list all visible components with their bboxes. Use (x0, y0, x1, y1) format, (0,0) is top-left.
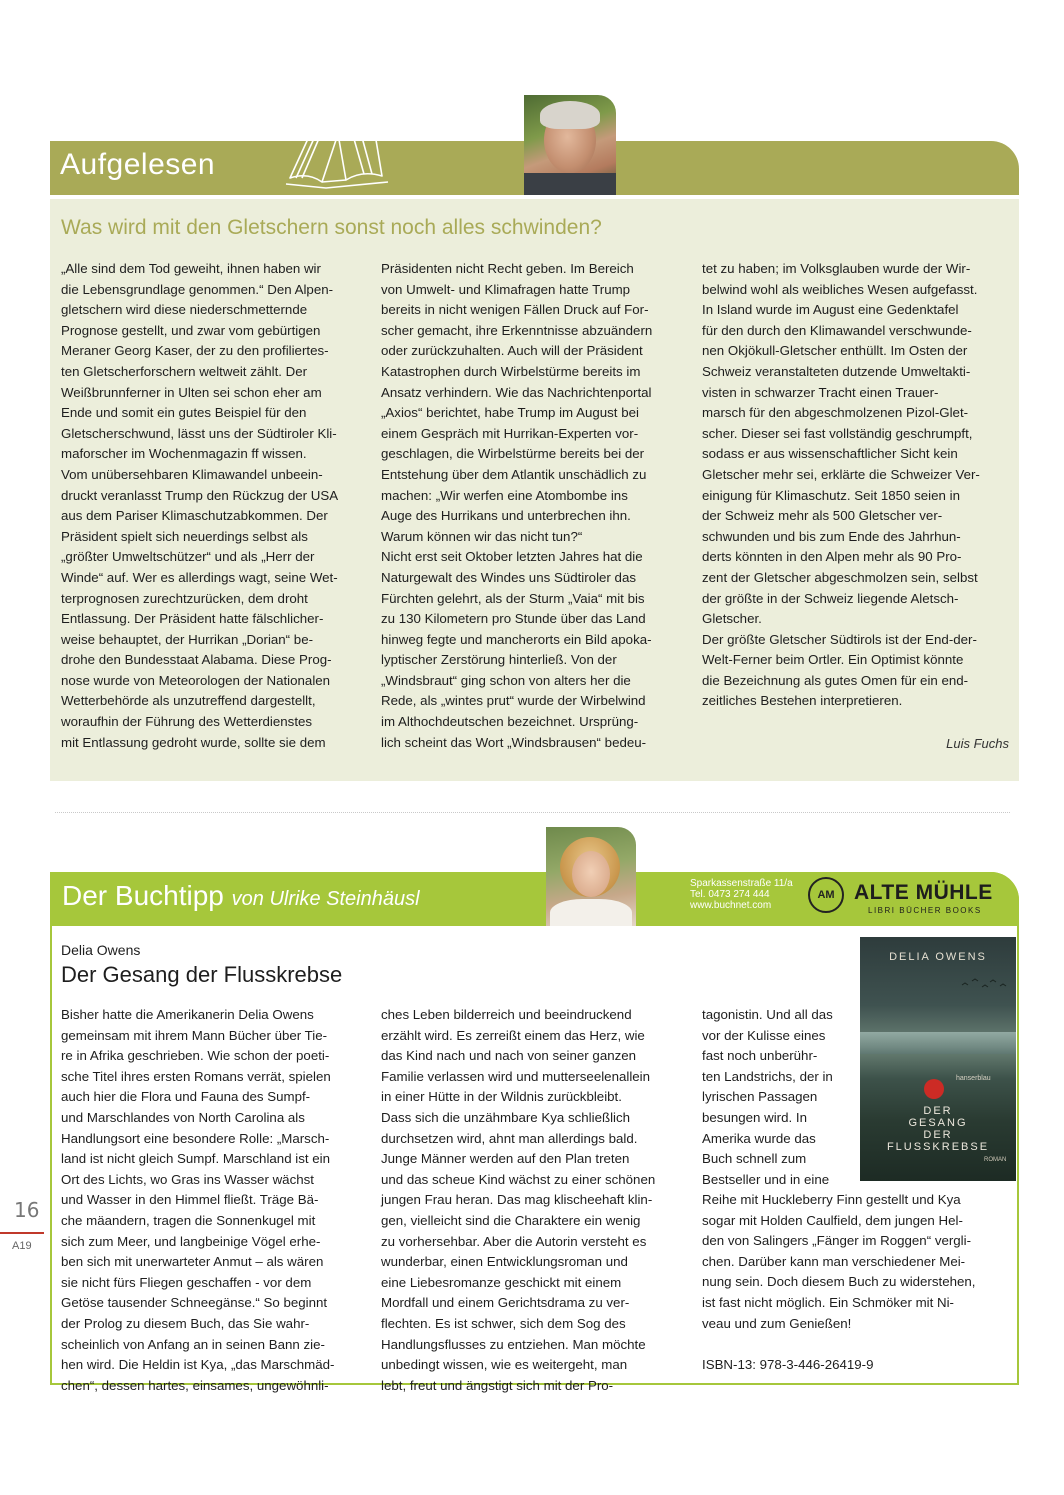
reviewer-photo (546, 827, 636, 926)
article-column-2: Präsidenten nicht Recht geben. Im Bereich von Umwelt- und Klimafragen hatte Trump bereits in nicht wenigen Fällen Druck auf For- scher gemacht, ihre Erkenntnisse abzuändern oder zurückzuhalten. Auch will der Präsident Katastrophen durch Wirbelstürme bereits im Ansatz verhindern. Wie das Nachrichtenportal „Axios“ berichtet, habe Trump im August bei einem Gespräch mit Hurrikan-Experten vor- geschlagen, die Wirbelstürme bereits bei der Entstehung über dem Atlantik unschädlich zu machen: „Wir werfen eine Atombombe ins Auge des Hurrikans und unterbrechen ihn. Warum können wir das nicht tun?“ Nicht erst seit Oktober letzten Jahres hat die Naturgewalt des Windes uns Südtiroler das Fürchten gelehrt, als der Sturm „Vaia“ mit bis zu 130 Kilometern pro Stunde über das Land hinweg fegte und mancherorts ein Bild apoka- lyptischer Zerstörung hinterließ. Von der „Windsbraut“ ging schon von alters her die Rede, als „wintes prut“ wurde der Wirbelwind im Althochdeutschen bezeichnet. Ursprüng- lich scheint das Wort „Windsbrausen“ bedeu- (381, 261, 653, 750)
buchtipp-title (62, 880, 420, 912)
review-column-1: Bisher hatte die Amerikanerin Delia Owens gemeinsam mit ihrem Mann Bücher über Tie- re in Afrika geschrieben. Wie schon der poeti- sche Titel ihres ersten Romans verrät, spielen auch hier die Flora und Fauna des Sumpf- und Marschlandes von North Carolina als Handlungsort eine besondere Rolle: „Marsch- land ist nicht gleich Sumpf. Marschland ist ein Ort des Lichts, wo Gras ins Wasser wächst und Wasser in den Himmel fließt. Träge Bä- che mäandern, tragen die Sonnenkugel mit sich zum Meer, und langbeinige Vögel erhe- ben sich mit unerwarteter Anmut – als wären sie nicht fürs Fliegen geschaffen - vor dem Getöse tausender Schneegänse.“ So beginnt der Prolog zu diesem Buch, das Sie wahr- scheinlich von Anfang an in seinen Bann zie- hen wird. Die Heldin ist Kya, „das Marschmäd- chen“, dessen hartes, einsames, ungewöhnli- (61, 1007, 335, 1393)
shop-logo-name: ALTE MÜHLE (854, 881, 993, 904)
review-column-3-bottom: Reihe mit Huckleberry Finn gestellt und Kya sogar mit Holden Caulfield, dem jungen Hel- den von Salingers „Fänger im Roggen“ vergli- chen. Darüber kann man verschiedener Mei- nung sein. Doch diesem Buch zu widerstehen, ist fast nicht möglich. Ein Schmöker mit Ni- veau und zum Genießen! (702, 1192, 976, 1331)
article-column-1: „Alle sind dem Tod geweiht, ihnen haben wir die Lebensgrundlage genommen.“ Den Alpen- gletschern wird diese niederschmetternde Prognose gestellt, und zwar vom gebürtigen Meraner Georg Kaser, der zu den profiliertes- ten Gletscherforschern weltweit zählt. Der Weißbrunnferner in Ulten sei schon eher am Ende und somit ein gutes Beispiel für den Gletscherschwund, lässt uns der Südtiroler Kli- maforscher im Wochenmagazin ff wissen. Vom unübersehbaren Klimawandel unbeein- druckt veranlasst Trump den Rückzug der USA aus dem Pariser Klimaschutzabkommen. Der Präsident spielt sich neuerdings selbst als „größter Umweltschützer“ und als „Herr der Winde“ auf. Wer es allerdings wagt, seine Wet- terprognosen zurechtzurücken, dem droht Entlassung. Der Präsident hatte fälschlicher- weise behauptet, der Hurrikan „Dorian“ be- drohe den Bundesstaat Alabama. Diese Prog- nose wurde von Meteorologen der Nationalen Wetterbehörde als unzutreffend dargestellt, woraufhin der Führung des Wetterdienstes mit Entlassung gedroht wurde, sollte sie dem (61, 261, 339, 750)
review-column-2: ches Leben bilderreich und beeindruckend erzählt wird. Es zerreißt einem das Herz, wie das Kind nach und nach von seiner ganzen Familie verlassen wird und mutterseelenallein in einer Hütte in der Wildnis zurückbleibt. Dass sich die unzähmbare Kya schließlich durchsetzen wird, ahnt man allerdings bald. Junge Männer werden auf den Plan treten und das scheue Kind wächst zu einer schönen jungen Frau heran. Das mag klischeehaft klin- gen, vielleicht sind die Charaktere ein wenig zu vorhersehbar. Aber die Autorin versteht es wunderbar, einen Entwicklungsroman und eine Liebesromanze geschickt mit einem Mordfall und einem Gerichtsdrama zu ver- flechten. Es ist schwer, sich dem Sog des Handlungsflusses zu entziehen. Man möchte unbedingt wissen, wie es weitergeht, man lebt, freut und ängstigt sich mit der Pro- (381, 1007, 656, 1393)
buchtipp-title-text: Der Buchtipp (62, 880, 224, 911)
cover-author: DELIA OWENS (889, 951, 987, 963)
page-number: 16 (14, 1198, 40, 1222)
cover-title-line-3: DER (923, 1129, 953, 1141)
article-headline: Was wird mit den Gletschern sonst noch alles schwinden? (61, 216, 602, 239)
bestseller-badge-icon (924, 1079, 944, 1099)
shop-address: Sparkassenstraße 11/a (690, 878, 793, 889)
shop-logo-icon: AM (808, 877, 844, 913)
bookshop-contact (690, 878, 793, 911)
book-cover (860, 937, 1016, 1181)
author-photo (524, 95, 616, 195)
birds-icon (960, 977, 1010, 997)
shop-phone: Tel. 0473 274 444 (690, 889, 770, 900)
shop-logo-subtitle: LIBRI BÜCHER BOOKS (868, 906, 982, 915)
cover-title-line-4: FLUSSKREBSE (886, 1141, 990, 1153)
open-book-icon (282, 118, 392, 190)
buchtipp-byline: von Ulrike Steinhäusl (231, 888, 420, 910)
cover-title-line-1: DER (923, 1105, 953, 1117)
cover-publisher: hanserblau (956, 1075, 991, 1082)
cover-title-line-2: GESANG (908, 1117, 968, 1129)
section-title: Aufgelesen (60, 148, 216, 181)
review-column-3-top: tagonistin. Und all das vor der Kulisse eines fast noch unberühr- ten Landstrichs, der in lyrischen Passagen besungen wird. In Amerika wurde das Buch schnell zum Bestseller und in eine (702, 1007, 833, 1187)
shop-website: www.buchnet.com (690, 900, 772, 911)
book-author: Delia Owens (61, 942, 141, 958)
section-divider (55, 812, 1010, 813)
page-number-rule (0, 1232, 44, 1234)
cover-genre: ROMAN (984, 1157, 1007, 1163)
page-code: A19 (12, 1240, 32, 1252)
book-isbn: ISBN-13: 978-3-446-26419-9 (702, 1357, 874, 1372)
article-signature: Luis Fuchs (946, 736, 1009, 751)
book-title: Der Gesang der Flusskrebse (61, 962, 343, 987)
article-column-3: tet zu haben; im Volksglauben wurde der Wir- belwind wohl als weibliches Wesen aufgefasst. In Island wurde im August eine Gedenktafel für den durch den Klimawandel verschwunde- nen Okjökull-Gletscher enthüllt. Im Osten der Schweiz veranstalteten dutzende Umweltakti- visten in schwarzer Tracht einen Trauer- marsch für den abgeschmolzenen Pizol-Glet- scher. Dieser sei fast vollständig geschrumpft, sodass er aus wissenschaftlicher Sicht kein Gletscher mehr sei, erklärte die Schweizer Ver- einigung für Klimaschutz. Seit 1850 seien in der Schweiz mehr als 500 Gletscher ver- schwunden und bis zum Ende des Jahrhun- derts könnten in den Alpen mehr als 90 Pro- zent der Gletscher abgeschmolzen sein, selbst der größte in der Schweiz liegende Aletsch- Gletscher. Der größte Gletscher Südtirols ist der End-der- Welt-Ferner beim Ortler. Ein Optimist könnte die Bezeichnung als gutes Omen für ein end- zeitliches Bestehen interpretieren. (702, 261, 980, 709)
